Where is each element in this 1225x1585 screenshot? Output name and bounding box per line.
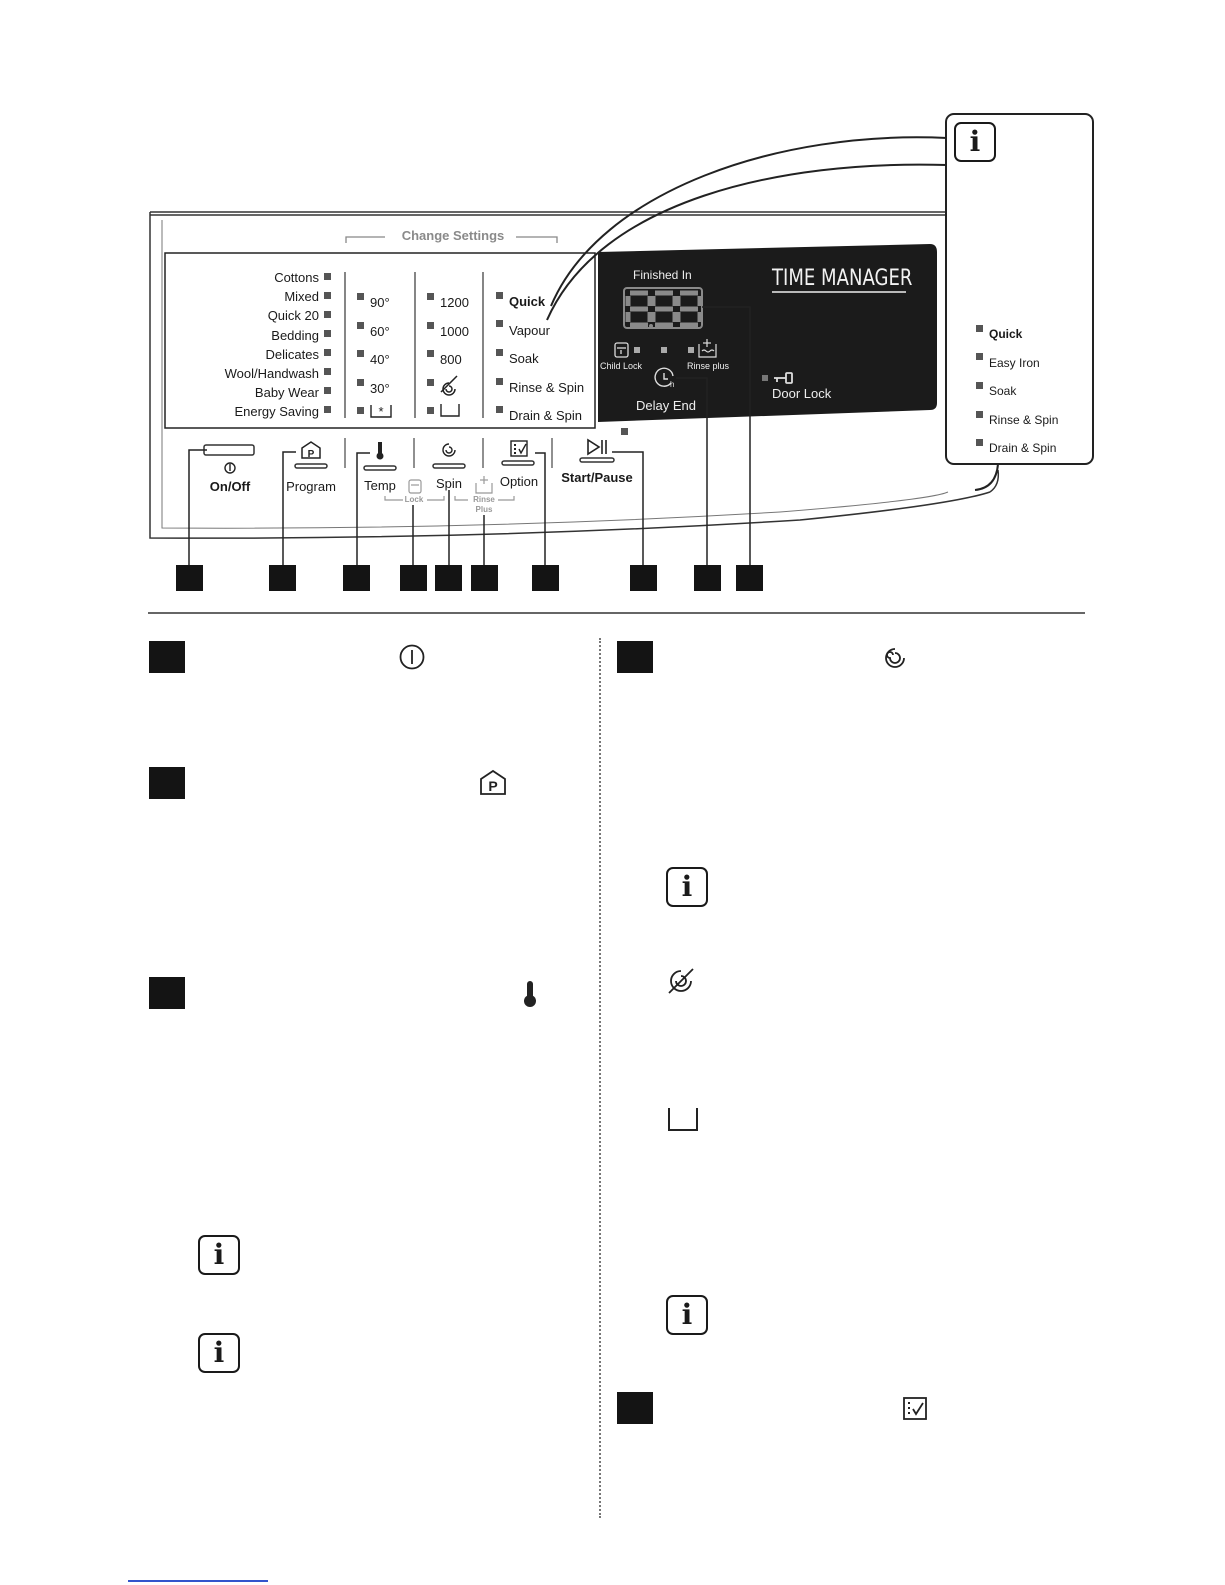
option-quick: Quick [509,294,546,309]
programme-delicates[interactable]: Delicates [265,346,319,362]
temp-30: 30° [370,380,390,396]
no-spin-icon [441,376,457,395]
section-marker [149,977,185,1009]
section-marker [149,767,185,799]
section-marker [617,1392,653,1424]
callout-option-rinse-spin: Rinse & Spin [989,412,1059,427]
option-list [509,288,584,431]
section-marker [149,641,185,673]
power-icon [225,463,235,473]
programme-cottons[interactable]: Cottons [274,270,319,285]
temp-40: 40° [370,352,390,368]
rinse-plus-button-label [469,495,499,515]
footer-link-underline[interactable] [128,1580,268,1582]
info-icon: i [666,867,708,907]
svg-text:P: P [488,778,498,794]
info-icon: i [198,1333,240,1373]
door-lock-label: Door Lock [772,386,832,401]
callout-option-drain-spin: Drain & Spin [989,441,1057,456]
temp-60: 60° [370,323,390,339]
svg-text:*: * [378,404,384,419]
cold-wash-icon [371,404,391,419]
programme-energy-saving[interactable]: Energy Saving [234,404,319,420]
programme-wool-handwash[interactable]: Wool/Handwash [224,366,319,382]
thermometer-icon [520,979,540,1009]
delay-end-label: Delay End [636,398,696,413]
start-pause-icon [588,440,606,454]
option-button[interactable]: Option [499,474,539,489]
temperature-list [370,289,390,403]
callout-option-list [989,320,1058,463]
option-rinse-spin: Rinse & Spin [509,379,585,395]
spin-1000: 1000 [440,323,469,339]
option-soak: Soak [509,351,539,366]
svg-text:P: P [307,449,315,460]
no-spin-icon [665,965,697,997]
section-marker [617,641,653,673]
rinse-plus-label: Rinse plus [687,361,730,371]
programme-quick-20[interactable]: Quick 20 [267,308,319,324]
info-icon: i [666,1295,708,1335]
program-icon [478,769,508,797]
column-divider [599,638,601,1518]
change-settings-label: Change Settings [401,228,505,243]
rinse-hold-icon [666,1105,700,1133]
lock-label: Lock [404,495,424,504]
time-manager-label: TIME MANAGER [772,266,913,291]
child-lock-label: Child Lock [600,361,643,371]
info-icon: i [198,1235,240,1275]
option-icon [902,1396,928,1422]
programme-mixed[interactable]: Mixed [284,289,319,305]
on-off-button[interactable]: On/Off [209,479,251,494]
thermometer-icon [377,442,384,460]
plus-label: Plus [475,505,493,514]
program-button[interactable]: Program [286,479,336,494]
callout-markers [176,565,763,591]
programme-bedding[interactable]: Bedding [271,327,319,343]
temp-90: 90° [370,295,390,310]
option-icon [511,441,527,456]
programme-list [170,268,319,422]
spin-icon [443,444,455,456]
spin-speed-list [440,289,469,375]
power-icon [398,643,426,671]
svg-text:h: h [670,380,675,389]
start-pause-button[interactable]: Start/Pause [561,470,633,485]
spin-1200: 1200 [440,295,469,310]
info-icon: i [954,122,996,162]
callout-option-soak: Soak [989,384,1017,399]
option-vapour: Vapour [509,322,550,338]
option-drain-spin: Drain & Spin [509,408,582,423]
spin-800: 800 [440,352,462,368]
rinse-label: Rinse [473,495,495,504]
spin-button[interactable]: Spin [435,476,463,491]
rinse-hold-icon [441,404,459,416]
spin-icon [882,645,908,671]
callout-option-easy-iron: Easy Iron [989,355,1040,370]
finished-in-label: Finished In [633,268,692,282]
callout-option-quick: Quick [989,327,1023,341]
temp-button[interactable]: Temp [364,478,396,493]
programme-baby-wear[interactable]: Baby Wear [254,385,319,401]
